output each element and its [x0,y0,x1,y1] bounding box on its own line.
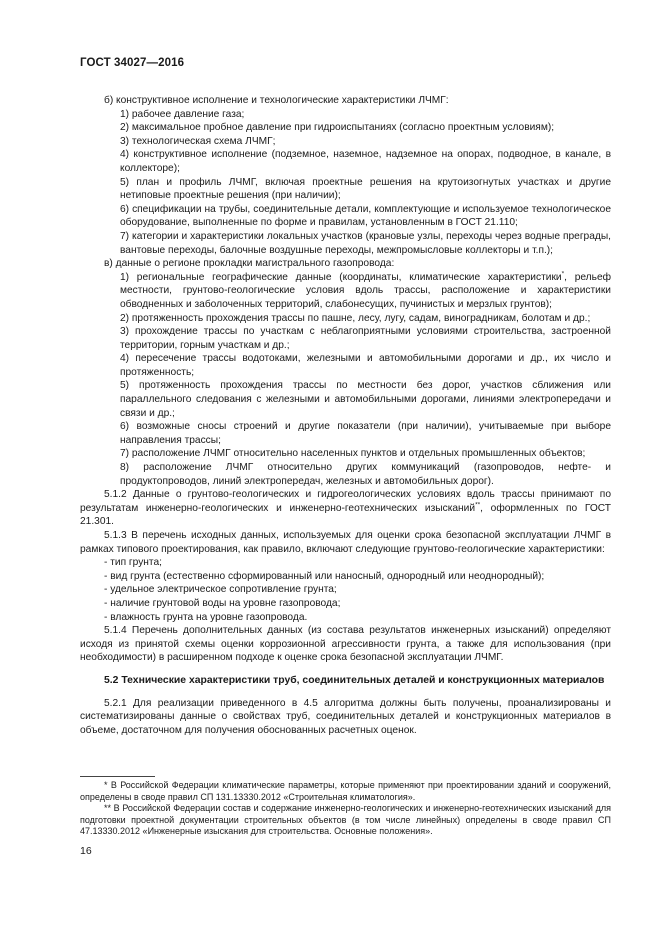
list-item: - наличие грунтовой воды на уровне газопровода; [104,597,341,609]
footnote-mark: ** [104,803,112,814]
list-item: 3) технологическая схема ЛЧМГ; [120,135,276,147]
section-heading: 5.2 Технические характеристики труб, соединительных деталей и конструкционных материалов [104,674,605,686]
paragraph-5-1-3: 5.1.3 В перечень исходных данных, используемых для оценки срока безопасной эксплуатации ЛЧМГ в рамках типового проектирования, как правило, включают следующие грунтово-геологические характеристики: [80,530,611,555]
footnote-text: В Российской Федерации состав и содержание инженерно-геологических и инженерно-геотехнических изысканий для подготовки проектной документации строительных объектов (в том числе линейных) определены в своде правил СП 47.13330.2012 «Инженерные изыскания для строительства. Основные положения». [80,803,611,837]
list-item: 3) прохождение трассы по участкам с неблагоприятными условиями строительства, застроенной территории, горным участкам и др.; [120,326,611,351]
list-item: 6) возможные сносы строений и другие показатели (при наличии), учитываемые при выборе направления трассы; [120,421,611,446]
paragraph-5-1-4: 5.1.4 Перечень дополнительных данных (из состава результатов инженерных изысканий) определяют исходя из принятой схемы оценки коррозионной агрессивности грунта, а также для использования (при необходимости) в расширенном подходе к оценке срока безопасной эксплуатации ЛЧМГ. [80,625,611,664]
list-item: 7) расположение ЛЧМГ относительно населенных пунктов и отдельных промышленных объектов; [120,448,586,460]
list-item: 5) план и профиль ЛЧМГ, включая проектные решения на крутоизогнутых участках и другие нетиповые проектные решения (при наличии); [120,176,611,202]
list-item [80,271,611,312]
document-code-header: ГОСТ 34027—2016 [80,57,185,69]
list-item: 8) расположение ЛЧМГ относительно других коммуникаций (газопроводов, нефте- и продуктопроводов, линий электропередач, железных и автомобильных дорог). [120,462,611,487]
footnote [80,780,611,803]
list-item: 6) спецификации на трубы, соединительные детали, комплектующие и используемое технологическое оборудование, выполненные по форме и правилам, установленным в ГОСТ 21.110; [120,203,611,229]
footnote [80,803,611,838]
main-text [80,94,611,737]
paragraph-5-1-2 [80,488,611,529]
list-item-text: 1) региональные географические данные (координаты, климатические характеристики [120,271,562,283]
footnote-mark: ** [475,501,481,509]
list-item: - удельное электрическое сопротивление грунта; [104,584,337,596]
list-item: - влажность грунта на уровне газопровода. [104,611,308,623]
paragraph-text: 5.1.2 Данные о грунтово-геологических и гидрогеологических условиях вдоль трассы принимают по результатам инженерно-геологических и инженерно-геотехнических изысканий [80,489,611,514]
page-number: 16 [80,845,92,857]
footnotes [80,780,611,838]
list-item: 4) пересечение трассы водотоками, железными и автомобильными дорогами и др., их число и протяженность; [120,353,611,378]
paragraph-text: , оформленных по ГОСТ 21.301. [80,502,612,528]
footnote-mark: * [104,780,108,790]
list-item-text: , рельеф местности, грунтово-геологические условия вдоль трассы, расположение и характеристики обводненных и заболоченных территорий, слабонесущих, пучинистых и мерзлых грунтов); [120,271,611,310]
list-item: 7) категории и характеристики локальных участков (крановые узлы, переходы через водные преграды, вантовые переходы, балочные воздушные переходы, межпромысловые коллекторы и т.п.); [120,230,611,256]
list-b-title: б) конструктивное исполнение и технологические характеристики ЛЧМГ: [104,95,449,106]
list-item: 1) рабочее давление газа; [120,108,245,120]
footnote-mark: * [561,270,565,278]
list-item: 2) максимальное пробное давление при гидроиспытаниях (согласно проектным условиям); [120,122,555,134]
list-item: 4) конструктивное исполнение (подземное, наземное, надземное на опорах, подводное, в канале, в коллекторе); [120,149,611,174]
list-item: 2) протяженность прохождения трассы по пашне, лесу, лугу, садам, виноградникам, болотам и др.; [120,312,591,324]
list-item: 5) протяженность прохождения трассы по местности без дорог, участков сближения или параллельного следования с железными и автомобильными дорогами, линиями электропередачи и связи и др.; [120,380,611,419]
footnote-separator [80,776,155,777]
footnote-text: В Российской Федерации климатические параметры, которые применяют при проектировании зданий и сооружений, определены в своде правил СП 131.13330.2012 «Строительная климатология». [80,780,611,802]
paragraph-5-2-1: 5.2.1 Для реализации приведенного в 4.5 алгоритма должны быть получены, проанализированы и систематизированы данные о свойствах труб, соединительных деталей и конструкционных материалов в объеме, достаточном для получения обоснованных расчетных оценок. [80,697,611,736]
list-item: - тип грунта; [104,557,162,569]
list-v-title: в) данные о регионе прокладки магистрального газопровода: [104,258,395,270]
list-item: - вид грунта (естественно сформированный или наносный, однородный или неоднородный); [104,570,545,582]
